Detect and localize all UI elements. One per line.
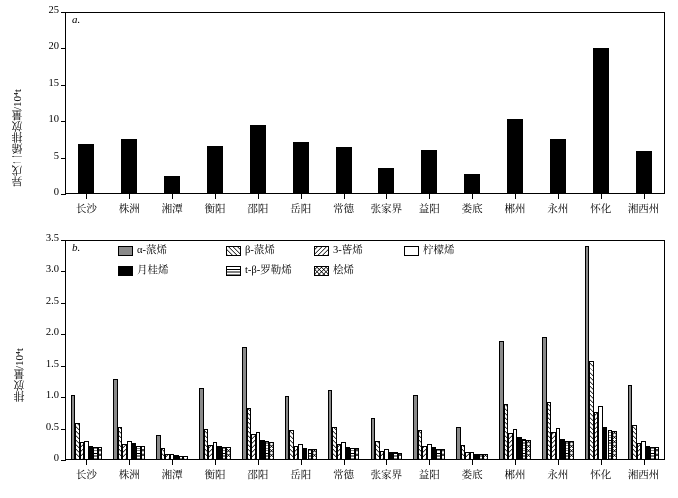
y-tick-label: 1.0	[45, 390, 59, 402]
legend-label-β-蒎烯: β-蒎烯	[245, 245, 275, 256]
bar-永州	[550, 139, 566, 194]
y-tick-mark	[61, 85, 66, 86]
y-tick-label: 5	[53, 150, 59, 162]
x-tick-mark	[644, 194, 645, 199]
x-tick-mark	[472, 194, 473, 199]
x-tick-mark	[301, 460, 302, 465]
y-tick-label: 10	[48, 114, 59, 126]
x-tick-label-永州: 永州	[547, 204, 569, 215]
x-tick-label-常德: 常德	[333, 470, 355, 481]
legend-swatch-β-蒎烯	[226, 246, 241, 256]
legend-swatch-月桂烯	[118, 266, 133, 276]
y-tick-label: 0	[53, 187, 59, 198]
y-tick-label: 25	[48, 5, 59, 16]
legend-swatch-t-β-罗勒烯	[226, 266, 241, 276]
y-tick-mark	[61, 397, 66, 398]
bar-岳阳-桧烯	[312, 449, 317, 460]
y-tick-mark	[61, 460, 66, 461]
bar-长沙-桧烯	[98, 447, 103, 460]
bar-湘潭	[164, 176, 180, 194]
x-tick-label-常德: 常德	[333, 204, 355, 215]
x-tick-label-邵阳: 邵阳	[247, 204, 269, 215]
legend-item-β-蒎烯	[226, 246, 275, 256]
panel-a-plot-area	[65, 12, 665, 194]
bar-衡阳	[207, 146, 223, 194]
bar-郴州	[507, 119, 523, 194]
legend-label-月桂烯: 月桂烯	[137, 265, 169, 276]
x-tick-mark	[558, 194, 559, 199]
x-tick-mark	[344, 194, 345, 199]
x-tick-label-湘西州: 湘西州	[627, 204, 660, 215]
panel-a-isoprene-emissions	[0, 0, 678, 232]
legend-label-柠檬烯: 柠檬烯	[423, 245, 455, 256]
x-tick-mark	[558, 460, 559, 465]
panel-b-y-axis-label: 排放量/10⁴t	[14, 348, 26, 402]
x-tick-label-衡阳: 衡阳	[204, 470, 226, 481]
x-tick-mark	[172, 194, 173, 199]
x-tick-mark	[301, 194, 302, 199]
y-tick-mark	[61, 121, 66, 122]
y-tick-label: 0	[53, 453, 59, 464]
x-tick-label-湘潭: 湘潭	[161, 204, 183, 215]
bar-娄底-桧烯	[483, 454, 488, 460]
bar-湘潭-桧烯	[183, 456, 188, 460]
x-tick-mark	[601, 194, 602, 199]
legend-swatch-α-蒎烯	[118, 246, 133, 256]
x-tick-mark	[515, 194, 516, 199]
panel-a-letter: a.	[72, 14, 81, 26]
legend-item-α-蒎烯	[118, 246, 167, 256]
x-tick-label-邵阳: 邵阳	[247, 470, 269, 481]
x-tick-label-怀化: 怀化	[590, 204, 612, 215]
x-tick-label-岳阳: 岳阳	[290, 470, 312, 481]
legend-label-t-β-罗勒烯: t-β-罗勒烯	[245, 265, 292, 276]
legend-item-柠檬烯	[404, 246, 455, 256]
x-tick-mark	[601, 460, 602, 465]
y-tick-label: 2.0	[45, 327, 59, 339]
y-tick-label: 3.0	[45, 264, 59, 276]
x-tick-label-怀化: 怀化	[590, 470, 612, 481]
y-tick-mark	[61, 194, 66, 195]
bar-张家界	[378, 168, 394, 194]
x-tick-label-益阳: 益阳	[418, 204, 440, 215]
x-tick-label-湘潭: 湘潭	[161, 470, 183, 481]
legend-swatch-桧烯	[314, 266, 329, 276]
x-tick-label-湘西州: 湘西州	[627, 470, 660, 481]
x-tick-label-郴州: 郴州	[504, 204, 526, 215]
y-tick-mark	[61, 366, 66, 367]
y-tick-mark	[61, 158, 66, 159]
bar-永州-桧烯	[569, 441, 574, 460]
x-tick-mark	[215, 460, 216, 465]
bar-岳阳	[293, 142, 309, 194]
x-tick-mark	[129, 460, 130, 465]
panel-b-legend	[118, 245, 455, 288]
bar-娄底	[464, 174, 480, 194]
x-tick-label-益阳: 益阳	[418, 470, 440, 481]
bar-常德	[336, 147, 352, 194]
x-tick-mark	[429, 194, 430, 199]
y-tick-mark	[61, 271, 66, 272]
x-tick-label-长沙: 长沙	[75, 470, 97, 481]
panel-a-y-axis-label: 异戊二烯排放量/10⁴t	[12, 89, 24, 187]
y-tick-label: 15	[48, 77, 59, 89]
x-tick-label-娄底: 娄底	[461, 470, 483, 481]
bar-株洲-桧烯	[141, 446, 146, 460]
x-tick-mark	[515, 460, 516, 465]
bar-邵阳-桧烯	[269, 442, 274, 460]
panel-b-letter: b.	[72, 242, 81, 254]
bar-益阳	[421, 150, 437, 194]
x-tick-label-张家界: 张家界	[370, 204, 403, 215]
y-tick-mark	[61, 12, 66, 13]
x-tick-mark	[644, 460, 645, 465]
panel-b-monoterpene-emissions	[0, 232, 678, 498]
x-tick-mark	[344, 460, 345, 465]
legend-item-3-蒈烯	[314, 246, 363, 256]
y-tick-mark	[61, 429, 66, 430]
x-tick-label-岳阳: 岳阳	[290, 204, 312, 215]
legend-item-t-β-罗勒烯	[226, 266, 292, 276]
x-tick-label-株洲: 株洲	[118, 204, 140, 215]
x-tick-label-张家界: 张家界	[370, 470, 403, 481]
bar-怀化	[593, 48, 609, 194]
x-tick-label-衡阳: 衡阳	[204, 204, 226, 215]
x-tick-label-娄底: 娄底	[461, 204, 483, 215]
x-tick-mark	[258, 460, 259, 465]
legend-label-3-蒈烯: 3-蒈烯	[333, 245, 363, 256]
y-tick-label: 20	[48, 41, 59, 53]
x-tick-mark	[472, 460, 473, 465]
y-tick-mark	[61, 48, 66, 49]
y-tick-label: 0.5	[45, 421, 59, 433]
x-tick-mark	[86, 194, 87, 199]
bar-湘西州-桧烯	[655, 447, 660, 460]
bar-株洲	[121, 139, 137, 194]
bar-湘西州	[636, 151, 652, 194]
x-tick-mark	[129, 194, 130, 199]
bar-郴州-桧烯	[526, 440, 531, 460]
legend-item-月桂烯	[118, 266, 169, 276]
legend-swatch-3-蒈烯	[314, 246, 329, 256]
y-tick-label: 1.5	[45, 358, 59, 370]
bar-怀化-桧烯	[612, 431, 617, 460]
x-tick-label-长沙: 长沙	[75, 204, 97, 215]
bar-衡阳-桧烯	[226, 447, 231, 460]
x-tick-mark	[215, 194, 216, 199]
bar-邵阳	[250, 125, 266, 194]
x-tick-label-株洲: 株洲	[118, 470, 140, 481]
bar-益阳-桧烯	[441, 449, 446, 460]
y-tick-mark	[61, 334, 66, 335]
bar-长沙	[78, 144, 94, 194]
legend-item-桧烯	[314, 266, 354, 276]
bar-张家界-桧烯	[398, 453, 403, 460]
x-tick-label-永州: 永州	[547, 470, 569, 481]
legend-swatch-柠檬烯	[404, 246, 419, 256]
bar-常德-桧烯	[355, 448, 360, 460]
y-tick-mark	[61, 240, 66, 241]
legend-label-桧烯: 桧烯	[333, 265, 354, 276]
y-tick-label: 2.5	[45, 295, 59, 307]
x-tick-mark	[172, 460, 173, 465]
x-tick-mark	[386, 194, 387, 199]
x-tick-mark	[86, 460, 87, 465]
y-tick-label: 3.5	[45, 233, 59, 244]
y-tick-mark	[61, 303, 66, 304]
x-tick-label-郴州: 郴州	[504, 470, 526, 481]
x-tick-mark	[429, 460, 430, 465]
x-tick-mark	[386, 460, 387, 465]
x-tick-mark	[258, 194, 259, 199]
legend-label-α-蒎烯: α-蒎烯	[137, 245, 167, 256]
